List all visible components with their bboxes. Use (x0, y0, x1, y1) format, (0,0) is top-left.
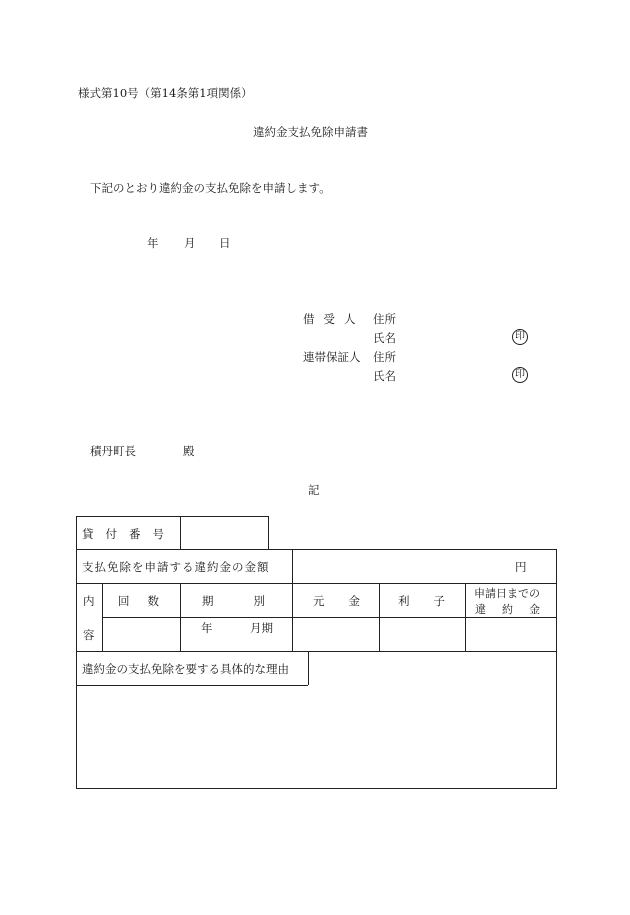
borrower-address-label: 住所 (373, 312, 396, 326)
reason-label-divider (308, 651, 309, 685)
penalty-field[interactable] (468, 620, 554, 648)
row-line-2 (102, 617, 557, 618)
ki-label: 記 (308, 483, 320, 497)
date-year-label: 年 (147, 236, 159, 250)
guarantor-address-label: 住所 (373, 350, 396, 364)
content-label-bottom: 容 (83, 628, 95, 642)
amount-field[interactable] (296, 553, 506, 579)
header-principal: 元金 (313, 594, 384, 608)
content-label-top: 内 (83, 594, 95, 608)
loan-number-field[interactable] (184, 520, 266, 546)
borrower-name-label: 氏名 (373, 331, 396, 345)
date-month-label: 月 (184, 236, 196, 250)
reason-label-bottom (76, 685, 308, 686)
amount-label: 支払免除を申請する違約金の金額 (82, 560, 270, 574)
form-number: 様式第10号（第14条第1項関係） (78, 86, 253, 100)
period-year-label: 年 (201, 621, 213, 635)
addressee-title: 積丹町長 (90, 444, 136, 458)
guarantor-name-label: 氏名 (373, 369, 396, 383)
col-line-content (102, 583, 103, 651)
header-penalty-line1: 申請日までの (474, 587, 540, 600)
document-title: 違約金支払免除申請書 (253, 125, 368, 139)
reason-label: 違約金の支払免除を要する具体的な理由 (82, 662, 289, 676)
col-line-count (180, 583, 181, 651)
loan-number-divider (180, 516, 181, 550)
header-penalty-line2: 違約金 (475, 603, 556, 616)
row-line-3 (76, 651, 557, 652)
addressee-honorific: 殿 (183, 444, 195, 458)
reason-field[interactable] (80, 689, 553, 785)
interest-field[interactable] (382, 620, 462, 648)
loan-number-label: 貸付番号 (82, 527, 176, 541)
borrower-label: 借受人 (303, 312, 365, 326)
intro-text: 下記のとおり違約金の支払免除を申請します。 (90, 181, 331, 195)
principal-field[interactable] (295, 620, 376, 648)
guarantor-seal-icon: 印 (512, 367, 528, 383)
header-period: 期別 (202, 594, 305, 608)
borrower-seal-icon: 印 (512, 329, 528, 345)
count-field[interactable] (105, 620, 177, 648)
amount-divider (292, 549, 293, 583)
guarantor-label: 連帯保証人 (303, 350, 361, 364)
amount-unit: 円 (515, 560, 527, 574)
header-interest: 利子 (398, 594, 469, 608)
row-line-1 (76, 583, 557, 584)
period-month-term-label: 月期 (250, 621, 273, 635)
header-count: 回数 (118, 594, 177, 608)
date-day-label: 日 (219, 236, 231, 250)
